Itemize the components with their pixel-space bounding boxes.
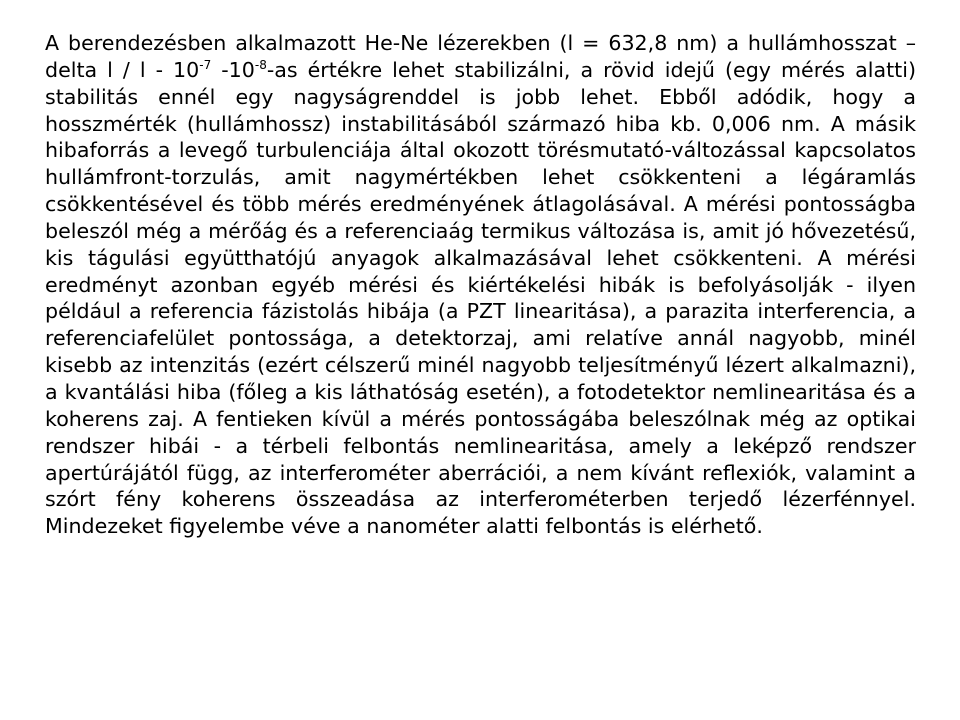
- document-body: [45, 30, 916, 540]
- text-segment-3: -as értékre lehet stabilizálni, a rövid idejű (egy mérés alatti) stabilitás ennél egy nagyságrenddel is jobb lehet. Ebből adódik, hogy a hosszmérték (hullámhossz) instabilitásából származó hiba kb. 0,006 nm. A másik hibaforrás a levegő turbulenciája által okozott törésmutató-változással kapcsolatos hullámfront-torzulás, amit nagymértékben lehet csökkenteni a légáramlás csökkentésével és több mérés eredményének átlagolásával. A mérési pontosságba beleszól még a mérőág és a referenciaág termikus változása is, amit jó hővezetésű, kis tágulási együtthatójú anyagok alkalmazásával lehet csökkenteni. A mérési eredményt azonban egyéb mérési és kiértékelési hibák is befolyásolják - ilyen például a referencia fázistolás hibája (a PZT linearitása), a parazita interferencia, a referenciafelület pontossága, a detektorzaj, ami relatíve annál nagyobb, minél kisebb az intenzitás (ezért célszerű minél nagyobb teljesítményű lézert alkalmazni), a kvantálási hiba (főleg a kis láthatóság esetén), a fotodetektor nemlinearitása és a koherens zaj. A fentieken kívül a mérés pontosságába beleszólnak még az optikai rendszer hibái - a térbeli felbontás nemlinearitása, amely a leképző rendszer apertúrájától függ, az interferométer aberrációi, a nem kívánt reflexiók, valamint a szórt fény koherens összeadása az interferométerben terjedő lézerfénnyel. Mindezeket figyelembe véve a nanométer alatti felbontás is elérhető.: [45, 57, 916, 539]
- paragraph: [45, 30, 916, 540]
- exponent-2: -8: [254, 57, 267, 72]
- text-segment-2: -10: [211, 57, 255, 82]
- exponent-1: -7: [199, 57, 212, 72]
- text-segment-1: A berendezésben alkalmazott He-Ne lézerekben (l = 632,8 nm) a hullámhosszat – delta l / l - 10: [45, 31, 916, 82]
